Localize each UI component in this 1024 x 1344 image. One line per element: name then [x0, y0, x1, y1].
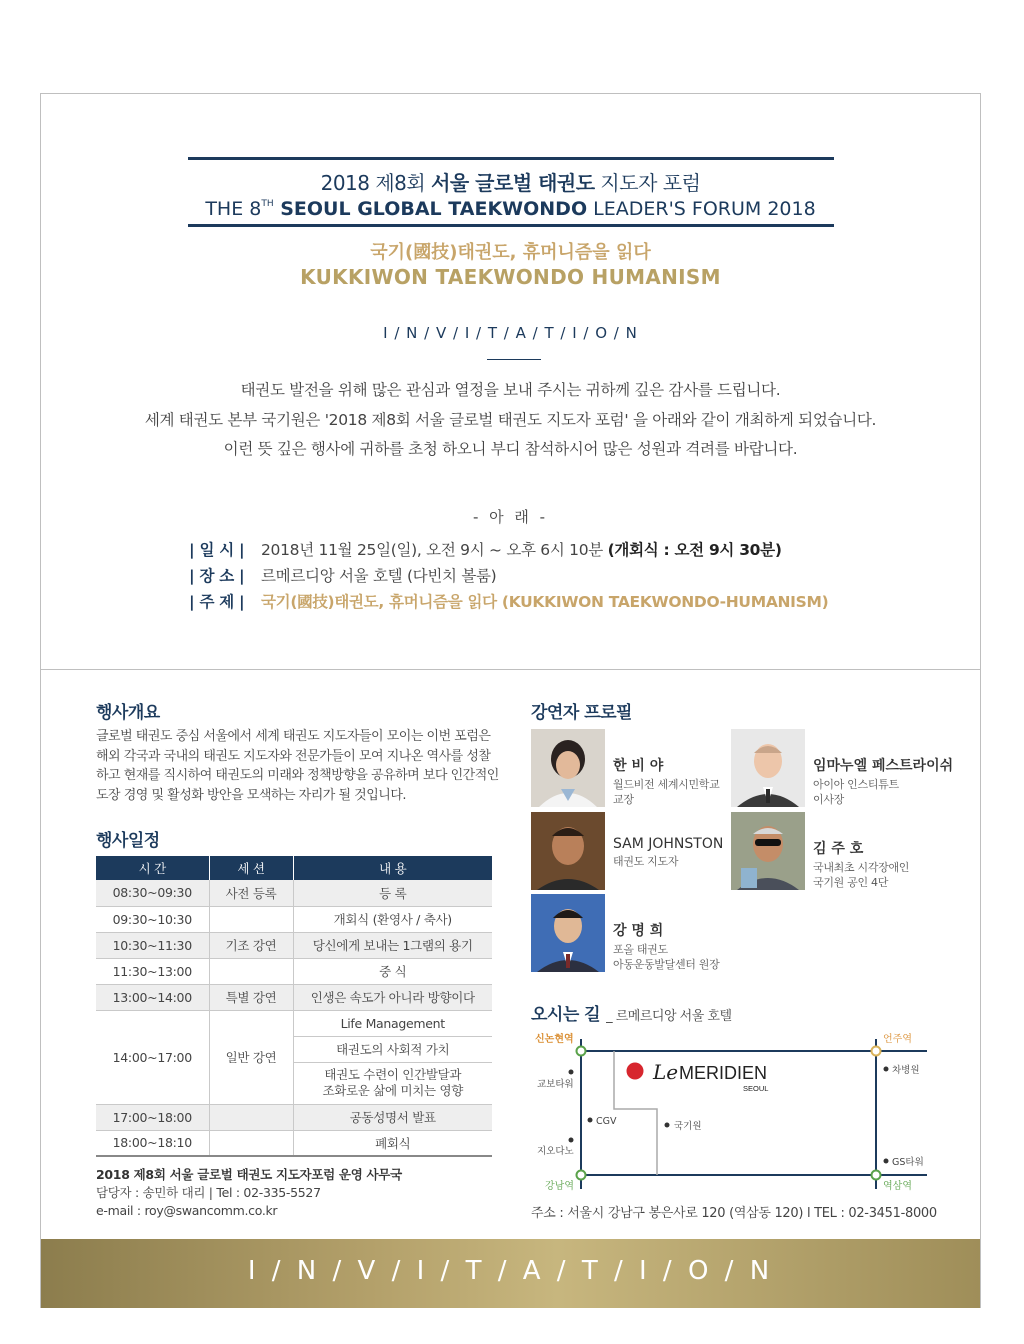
schedule-time: 17:00~18:00	[96, 1104, 209, 1130]
station-label-se: 역삼역	[883, 1181, 912, 1191]
greeting-line: 태권도 발전을 위해 많은 관심과 열정을 보내 주시는 귀하께 깊은 감사를 드립니다.	[240, 381, 781, 399]
landmark-dot	[884, 1159, 889, 1164]
notice-label: - 아 래 -	[472, 508, 549, 526]
speaker-name: 김 주 호	[813, 841, 864, 857]
location-map	[531, 1031, 931, 1191]
station-label-nw: 신논현역	[535, 1034, 574, 1045]
table-row	[96, 984, 492, 1010]
speaker-role-line: 국내최초 시각장애인	[813, 861, 910, 874]
speaker-info	[613, 755, 719, 807]
office-title: 2018 제8회 서울 글로벌 태권도 지도자포럼 운영 사무국	[96, 1167, 402, 1182]
schedule-time: 18:00~18:10	[96, 1130, 209, 1156]
schedule-title: 행사일정	[96, 831, 160, 851]
table-row	[96, 1104, 492, 1130]
invitation-top	[41, 94, 980, 670]
speaker-name: SAM JOHNSTON	[613, 836, 724, 852]
speaker-photo	[531, 894, 605, 972]
speaker-role-line: 월드비전 세계시민학교	[613, 778, 720, 791]
detail-topic-label: | 주 제 |	[189, 593, 245, 611]
speaker-name: 강 명 희	[613, 923, 664, 939]
title-rule-top	[188, 157, 834, 160]
schedule-time: 09:30~10:30	[96, 906, 209, 932]
speaker-role	[613, 777, 719, 807]
landmark-dot	[665, 1123, 670, 1128]
speaker-info	[613, 836, 723, 869]
table-row	[96, 906, 492, 932]
detail-topic	[189, 590, 828, 612]
speakers-title: 강연자 프로필	[531, 703, 632, 723]
invitation-label: I / N / V / I / T / A / T / I / O / N	[383, 324, 638, 342]
office-contact: 담당자 : 송민하 대리 | Tel : 02-335-5527	[96, 1185, 321, 1200]
schedule-session	[209, 906, 293, 932]
speaker-role-line: 국기원 공인 4단	[813, 876, 889, 889]
speaker-name: 한 비 야	[613, 758, 664, 774]
schedule-session: 기조 강연	[209, 932, 293, 958]
greeting-line: 이런 뜻 깊은 행사에 귀하를 초청 하오니 부디 참석하시어 많은 성원과 격려를 바랍니다.	[223, 440, 798, 458]
speaker-role-line: 아이아 인스티튜트	[813, 778, 899, 791]
speaker-info	[613, 920, 719, 972]
invitation-divider	[487, 359, 541, 360]
directions-title-text: 오시는 길	[531, 1005, 601, 1025]
schedule-content: Life Management	[293, 1010, 492, 1036]
schedule-header-session: 세 션	[209, 856, 293, 880]
landmark-dot	[588, 1118, 593, 1123]
forum-title-en: THE 8TH SEOUL GLOBAL TAEKWONDO LEADER'S FORUM 2018	[205, 198, 816, 220]
hotel-logo: MERIDIEN	[679, 1063, 768, 1083]
landmark-gs: GS타워	[892, 1157, 924, 1168]
table-row	[96, 958, 492, 984]
schedule-session: 특별 강연	[209, 984, 293, 1010]
schedule-session	[209, 958, 293, 984]
schedule-time: 11:30~13:00	[96, 958, 209, 984]
greeting-line: 세계 태권도 본부 국기원은 '2018 제8회 서울 글로벌 태권도 지도자 포럼' 을 아래와 같이 개최하게 되었습니다.	[144, 410, 877, 429]
landmark-dot	[569, 1138, 574, 1143]
invitation-card	[40, 93, 981, 1308]
office-email: e-mail : roy@swancomm.co.kr	[96, 1203, 278, 1218]
schedule-header-row	[96, 856, 492, 880]
schedule-session	[209, 1104, 293, 1130]
detail-date-highlight: (개회식 : 오전 9시 30분)	[607, 541, 782, 559]
landmark-jiodano: 지오다노	[537, 1146, 574, 1157]
speaker-role	[613, 942, 719, 972]
directions-title	[531, 1000, 732, 1025]
venue-address: 주소 : 서울시 강남구 봉은사로 120 (역삼동 120) l TEL : 02-3451-8000	[531, 1206, 937, 1221]
schedule-header-content: 내 용	[293, 856, 492, 880]
speaker-role-line: 아동운동발달센터 원장	[613, 958, 720, 971]
schedule-content	[293, 1062, 492, 1104]
station-marker	[577, 1171, 586, 1180]
speaker-photo	[531, 729, 605, 807]
organizing-office	[96, 1166, 402, 1220]
landmark-kyobo: 교보타워	[537, 1079, 574, 1090]
schedule-content: 중 식	[293, 958, 492, 984]
table-row	[96, 1010, 492, 1036]
speaker-info	[813, 755, 953, 807]
speaker-name: 임마누엘 페스트라이쉬	[813, 758, 954, 774]
forum-title-ko: 2018 제8회 서울 글로벌 태권도 지도자 포럼	[320, 171, 701, 195]
station-label-ne: 언주역	[883, 1034, 912, 1045]
title-rule-bottom	[188, 224, 834, 227]
overview-title: 행사개요	[96, 703, 160, 723]
schedule-table	[96, 856, 492, 1157]
speaker-photo	[731, 729, 805, 807]
landmark-dot	[884, 1067, 889, 1072]
landmark-kukkiwon: 국기원	[674, 1121, 702, 1132]
speaker-info	[813, 838, 909, 890]
theme-ko: 국기(國技)태권도, 휴머니즘을 읽다	[370, 242, 651, 263]
directions-subtitle: _ 르메르디앙 서울 호텔	[606, 1009, 732, 1024]
greeting-text	[41, 376, 980, 465]
speaker-photo	[731, 812, 805, 890]
hotel-logo-script: Le	[653, 1060, 679, 1084]
schedule-content: 개회식 (환영사 / 축사)	[293, 906, 492, 932]
landmark-dot	[569, 1070, 574, 1075]
detail-date-label: | 일 시 |	[189, 541, 245, 559]
station-marker	[872, 1047, 881, 1056]
table-row	[96, 1130, 492, 1156]
theme-en: KUKKIWON TAEKWONDO HUMANISM	[300, 265, 721, 289]
station-marker	[577, 1047, 586, 1056]
detail-date-value: 2018년 11월 25일(일), 오전 9시 ~ 오후 6시 10분	[261, 541, 608, 559]
schedule-time: 14:00~17:00	[96, 1010, 209, 1104]
table-row	[96, 932, 492, 958]
detail-place-value: 르메르디앙 서울 호텔 (다빈치 볼룸)	[261, 567, 497, 585]
station-label-sw: 강남역	[545, 1181, 574, 1191]
schedule-content: 태권도의 사회적 가치	[293, 1036, 492, 1062]
detail-date	[189, 538, 782, 560]
detail-topic-value: 국기(國技)태권도, 휴머니즘을 읽다 (KUKKIWON TAEKWONDO-HUMANISM)	[261, 593, 829, 611]
hotel-city: SEOUL	[743, 1084, 769, 1093]
schedule-header-time: 시 간	[96, 856, 209, 880]
overview-text: 글로벌 태권도 중심 서울에서 세계 태권도 지도자들이 모이는 이번 포럼은 해외 각국과 국내의 태권도 지도자와 전문가들이 모여 지나온 역사를 성찰하고 현재를 직시하여 태권도의 미래와 정책방향을 공유하며 보다 인간적인 도장 경영 및 활성화 방안을 모색하는 자리가 될 것입니다.	[96, 729, 499, 803]
schedule-content: 공동성명서 발표	[293, 1104, 492, 1130]
detail-place	[189, 564, 496, 586]
schedule-session: 사전 등록	[209, 880, 293, 906]
schedule-content-line: 조화로운 삶에 미치는 영향	[322, 1083, 464, 1098]
landmark-cgv: CGV	[596, 1116, 617, 1127]
banner-text: I / N / V / I / T / A / T / I / O / N	[247, 1256, 774, 1286]
schedule-session: 일반 강연	[209, 1010, 293, 1104]
hotel-marker-icon	[627, 1063, 644, 1080]
invitation-banner	[41, 1239, 980, 1308]
table-row	[96, 880, 492, 906]
schedule-content: 당신에게 보내는 1그램의 용기	[293, 932, 492, 958]
schedule-content-line: 태권도 수련이 인간발달과	[324, 1067, 462, 1082]
schedule-time: 10:30~11:30	[96, 932, 209, 958]
schedule-time: 13:00~14:00	[96, 984, 209, 1010]
speaker-photo	[531, 812, 605, 890]
schedule-content: 인생은 속도가 아니라 방향이다	[293, 984, 492, 1010]
speaker-role	[613, 854, 723, 869]
speaker-role-line: 이사장	[813, 793, 844, 806]
schedule-content: 등 록	[293, 880, 492, 906]
schedule-session	[209, 1130, 293, 1156]
speaker-role	[813, 860, 909, 890]
landmark-chabyeong: 차병원	[892, 1065, 920, 1076]
speaker-role-line: 포올 태권도	[613, 943, 668, 956]
detail-place-label: | 장 소 |	[189, 567, 245, 585]
speaker-role-line: 태권도 지도자	[613, 855, 679, 868]
schedule-content: 폐회식	[293, 1130, 492, 1156]
speaker-role-line: 교장	[613, 793, 634, 806]
schedule-time: 08:30~09:30	[96, 880, 209, 906]
speaker-role	[813, 777, 953, 807]
station-marker	[872, 1171, 881, 1180]
